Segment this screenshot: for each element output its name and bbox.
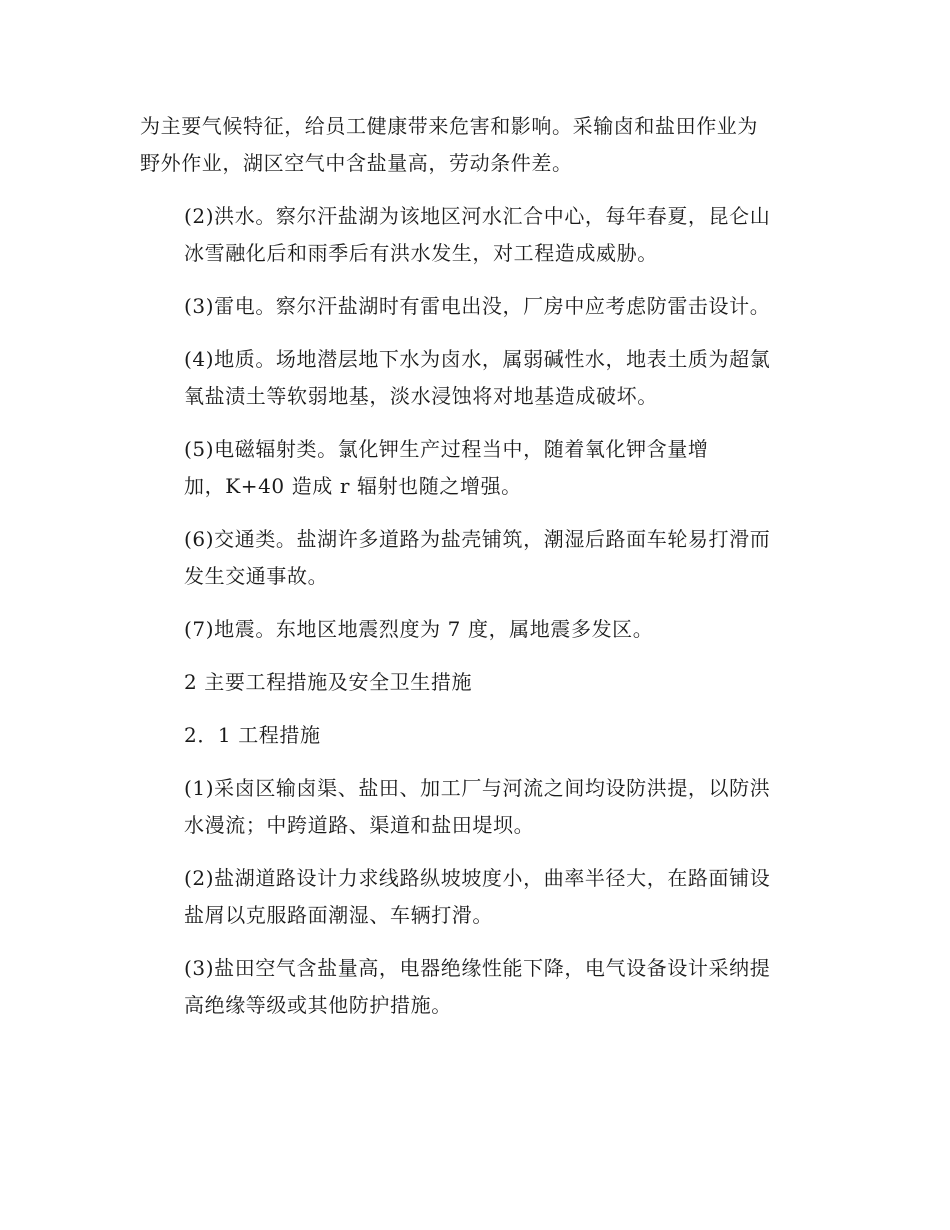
text-line: (6)交通类。盐湖许多道路为盐壳铺筑，潮湿后路面车轮易打滑而 [184, 527, 771, 551]
document-page [140, 108, 808, 1040]
text-line: 冰雪融化后和雨季后有洪水发生，对工程造成威胁。 [184, 241, 658, 265]
text-line: 2 主要工程措施及安全卫生措施 [184, 670, 473, 694]
subsection-heading [140, 717, 808, 754]
text-line: 为主要气候特征，给员工健康带来危害和影响。采输卤和盐田作业为 [140, 114, 758, 138]
text-line: (4)地质。场地潜层地下水为卤水，属弱碱性水，地表土质为超氯 [184, 347, 771, 371]
text-line: 盐屑以克服路面潮湿、车辆打滑。 [184, 903, 493, 927]
text-line: 高绝缘等级或其他防护措施。 [184, 993, 452, 1017]
paragraph-measure-2 [140, 860, 808, 934]
paragraph-traffic [140, 521, 808, 595]
paragraph-flood [140, 198, 808, 272]
text-line: (3)盐田空气含盐量高，电器绝缘性能下降，电气设备设计采纳提 [184, 956, 771, 980]
section-heading [140, 664, 808, 701]
text-line: (1)采卤区输卤渠、盐田、加工厂与河流之间均设防洪提，以防洪 [184, 776, 771, 800]
text-line: (7)地震。东地区地震烈度为 7 度，属地震多发区。 [184, 617, 654, 641]
paragraph-geology [140, 341, 808, 415]
text-line: 水漫流；中跨道路、渠道和盐田堤坝。 [184, 813, 535, 837]
text-line: 2．1 工程措施 [184, 723, 321, 747]
paragraph-earthquake [140, 611, 808, 648]
text-line: (2)盐湖道路设计力求线路纵坡坡度小，曲率半径大，在路面铺设 [184, 866, 771, 890]
text-line: (3)雷电。察尔汗盐湖时有雷电出没，厂房中应考虑防雷击设计。 [184, 294, 771, 318]
paragraph-measure-3 [140, 950, 808, 1024]
text-line: 发生交通事故。 [184, 564, 329, 588]
paragraph-climate-continued [140, 108, 808, 182]
paragraph-lightning [140, 288, 808, 325]
text-line: (5)电磁辐射类。氯化钾生产过程当中，随着氧化钾含量增 [184, 437, 709, 461]
text-line: (2)洪水。察尔汗盐湖为该地区河水汇合中心，每年春夏，昆仑山 [184, 204, 771, 228]
text-line: 野外作业，湖区空气中含盐量高，劳动条件差。 [140, 151, 573, 175]
text-line: 氧盐渍土等软弱地基，淡水浸蚀将对地基造成破坏。 [184, 384, 658, 408]
paragraph-measure-1 [140, 770, 808, 844]
text-line: 加，K+40 造成 r 辐射也随之增强。 [184, 474, 522, 498]
paragraph-radiation [140, 431, 808, 505]
